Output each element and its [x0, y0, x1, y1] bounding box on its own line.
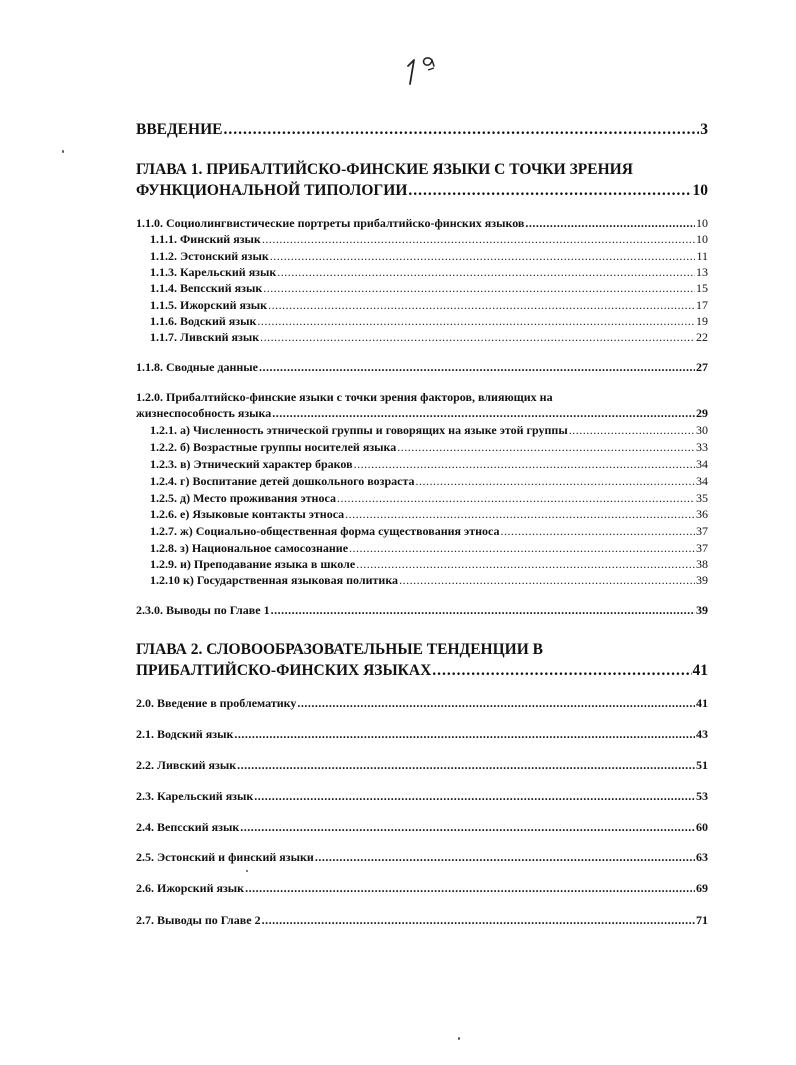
toc-page-number: 33	[696, 440, 708, 454]
toc-page-number: 19	[696, 314, 708, 328]
toc-entry-1-1-4[interactable]	[150, 281, 708, 296]
toc-entry-1-2-3[interactable]	[150, 457, 708, 472]
leader-dots	[223, 121, 699, 139]
toc-page-number: 10	[696, 216, 708, 230]
toc-page-number: 11	[696, 249, 708, 263]
leader-dots	[257, 314, 695, 329]
toc-page-number: 39	[696, 603, 708, 617]
leader-dots	[263, 281, 695, 296]
toc-page-number: 51	[696, 758, 708, 772]
toc-label: 1.2.8. з) Национальное самосознание	[150, 541, 349, 555]
leader-dots	[270, 249, 696, 264]
toc-entry-1-1-3[interactable]	[150, 265, 708, 280]
toc-page-number: 30	[696, 423, 708, 437]
toc-page-number: 41	[696, 696, 708, 710]
toc-entry-chapter1[interactable]	[136, 182, 708, 200]
toc-page-number: 34	[696, 474, 708, 488]
scan-speck	[458, 1037, 460, 1040]
toc-label: 1.1.6. Водский язык	[150, 314, 257, 328]
toc-entry-1-2-8[interactable]	[150, 541, 708, 556]
toc-entry-1-2-5[interactable]	[150, 491, 708, 506]
toc-label: 2.7. Выводы по Главе 2	[136, 913, 261, 927]
toc-page-number: 13	[696, 265, 708, 279]
toc-label: 1.2.2. б) Возрастные группы носителей языка	[150, 440, 397, 454]
leader-dots	[297, 696, 695, 711]
toc-label: 1.1.3. Карельский язык	[150, 265, 277, 279]
leader-dots	[254, 789, 695, 804]
leader-dots	[337, 491, 695, 506]
toc-label: 2.1. Водский язык	[136, 727, 234, 741]
leader-dots	[354, 457, 695, 472]
leader-dots	[272, 406, 695, 421]
toc-page-number: 17	[696, 298, 708, 312]
toc-label: ПРИБАЛТИЙСКО-ФИНСКИХ ЯЗЫКАХ	[136, 662, 432, 679]
toc-page-number: 60	[696, 820, 708, 834]
leader-dots	[500, 524, 695, 539]
toc-entry-2-3[interactable]	[136, 789, 708, 804]
leader-dots	[399, 573, 695, 588]
leader-dots	[569, 423, 695, 438]
toc-entry-1-2-1[interactable]	[150, 423, 708, 438]
leader-dots	[262, 232, 695, 247]
toc-page-number: 10	[692, 182, 708, 199]
leader-dots	[268, 298, 695, 313]
toc-entry-2-6[interactable]	[136, 881, 708, 896]
toc-entry-1-2-10[interactable]	[150, 573, 708, 588]
leader-dots	[277, 265, 695, 280]
toc-label: 1.1.7. Ливский язык	[150, 330, 260, 344]
toc-page-number: 43	[696, 727, 708, 741]
toc-page-number: 22	[696, 330, 708, 344]
toc-page-number: 38	[696, 557, 708, 571]
toc-entry-2-5[interactable]	[136, 850, 708, 865]
toc-page-number: 34	[696, 457, 708, 471]
toc-entry-2-0[interactable]	[136, 696, 708, 711]
toc-page-number: 53	[696, 789, 708, 803]
toc-label: 2.3. Карельский язык	[136, 789, 254, 803]
toc-label: 2.4. Вепсский язык	[136, 820, 240, 834]
toc-label: 2.3.0. Выводы по Главе 1	[136, 603, 270, 617]
toc-label: 1.2.6. е) Языковые контакты этноса	[150, 507, 345, 521]
toc-label: 2.6. Ижорский язык	[136, 881, 245, 895]
toc-entry-1-1-2[interactable]	[150, 249, 708, 264]
toc-label: 1.1.2. Эстонский язык	[150, 249, 269, 263]
toc-page-number: 35	[696, 491, 708, 505]
leader-dots	[240, 820, 695, 835]
toc-label: ВВЕДЕНИЕ	[136, 121, 223, 138]
toc-entry-1-2-0[interactable]	[136, 406, 708, 421]
toc-label: ФУНКЦИОНАЛЬНОЙ ТИПОЛОГИИ	[136, 182, 408, 199]
leader-dots	[525, 216, 695, 231]
leader-dots	[245, 881, 695, 896]
toc-entry-2-4[interactable]	[136, 820, 708, 835]
leader-dots	[349, 541, 695, 556]
toc-chapter2-title-line1[interactable]: ГЛАВА 2. СЛОВООБРАЗОВАТЕЛЬНЫЕ ТЕНДЕНЦИИ В	[136, 641, 543, 658]
toc-label: 1.2.1. а) Численность этнической группы и говорящих на языке этой группы	[150, 423, 568, 437]
toc-entry-1-2-0-line1[interactable]: 1.2.0. Прибалтийско-финские языки с точки зрения факторов, влияющих на	[136, 390, 553, 404]
toc-page-number: 37	[696, 541, 708, 555]
toc-page-number: 41	[692, 662, 708, 679]
toc-label: 2.2. Ливский язык	[136, 758, 237, 772]
toc-page-number: 3	[700, 121, 708, 138]
scan-speck	[62, 150, 64, 153]
handwritten-page-mark	[404, 50, 454, 86]
toc-page-number: 27	[696, 360, 708, 374]
toc-page-number: 37	[696, 524, 708, 538]
toc-entry-1-2-2[interactable]	[150, 440, 708, 455]
toc-label: 1.2.5. д) Место проживания этноса	[150, 491, 336, 505]
toc-entry-1-1-1[interactable]	[150, 232, 708, 247]
toc-entry-1-2-9[interactable]	[150, 557, 708, 572]
toc-label: 2.5. Эстонский и финский языки	[136, 850, 314, 864]
toc-chapter1-title-line1[interactable]: ГЛАВА 1. ПРИБАЛТИЙСКО-ФИНСКИЕ ЯЗЫКИ С ТОЧКИ ЗРЕНИЯ	[136, 161, 633, 178]
leader-dots	[260, 330, 695, 345]
toc-entry-1-1-7[interactable]	[150, 330, 708, 345]
toc-page-number: 39	[696, 573, 708, 587]
toc-label: 1.1.1. Финский язык	[150, 232, 261, 246]
toc-entry-1-1-6[interactable]	[150, 314, 708, 329]
leader-dots	[345, 507, 695, 522]
toc-page-number: 71	[696, 913, 708, 927]
toc-entry-2-3-0[interactable]	[136, 603, 708, 618]
toc-entry-2-1[interactable]	[136, 727, 708, 742]
scan-speck	[246, 870, 248, 872]
toc-label: 1.2.9. и) Преподавание языка в школе	[150, 557, 356, 571]
toc-entry-1-1-8[interactable]	[136, 360, 708, 375]
toc-entry-1-2-4[interactable]	[150, 474, 708, 489]
toc-entry-2-7[interactable]	[136, 913, 708, 928]
toc-label: 1.1.8. Сводные данные	[136, 360, 258, 374]
toc-page-number: 36	[696, 507, 708, 521]
toc-entry-1-2-7[interactable]	[150, 524, 708, 539]
toc-label: 1.1.4. Вепсский язык	[150, 281, 263, 295]
toc-page-number: 63	[696, 850, 708, 864]
toc-label: жизнеспособность языка	[136, 406, 272, 420]
toc-page-number: 10	[696, 232, 708, 246]
leader-dots	[271, 603, 695, 618]
toc-entry-2-2[interactable]	[136, 758, 708, 773]
toc-entry-1-1-0[interactable]	[136, 216, 708, 231]
leader-dots	[397, 440, 695, 455]
leader-dots	[262, 913, 695, 928]
leader-dots	[356, 557, 695, 572]
leader-dots	[234, 727, 695, 742]
toc-label: 2.0. Введение в проблематику	[136, 696, 297, 710]
toc-entry-1-2-6[interactable]	[150, 507, 708, 522]
toc-label: 1.2.7. ж) Социально-общественная форма существования этноса	[150, 524, 500, 538]
toc-label: 1.2.10 к) Государственная языковая политика	[150, 573, 399, 587]
toc-entry-intro[interactable]	[136, 121, 708, 139]
toc-entry-chapter2[interactable]	[136, 662, 708, 680]
leader-dots	[416, 474, 695, 489]
leader-dots	[259, 360, 695, 375]
toc-page-number: 69	[696, 881, 708, 895]
leader-dots	[237, 758, 695, 773]
toc-label: 1.1.0. Социолингвистические портреты прибалтийско-финских языков	[136, 216, 525, 230]
toc-label: 1.2.4. г) Воспитание детей дошкольного возраста	[150, 474, 415, 488]
toc-page-number: 15	[696, 281, 708, 295]
toc-page-number: 29	[696, 406, 708, 420]
leader-dots	[432, 662, 691, 680]
toc-entry-1-1-5[interactable]	[150, 298, 708, 313]
leader-dots	[315, 850, 695, 865]
toc-label: 1.1.5. Ижорский язык	[150, 298, 268, 312]
leader-dots	[408, 182, 691, 200]
toc-label: 1.2.3. в) Этнический характер браков	[150, 457, 353, 471]
